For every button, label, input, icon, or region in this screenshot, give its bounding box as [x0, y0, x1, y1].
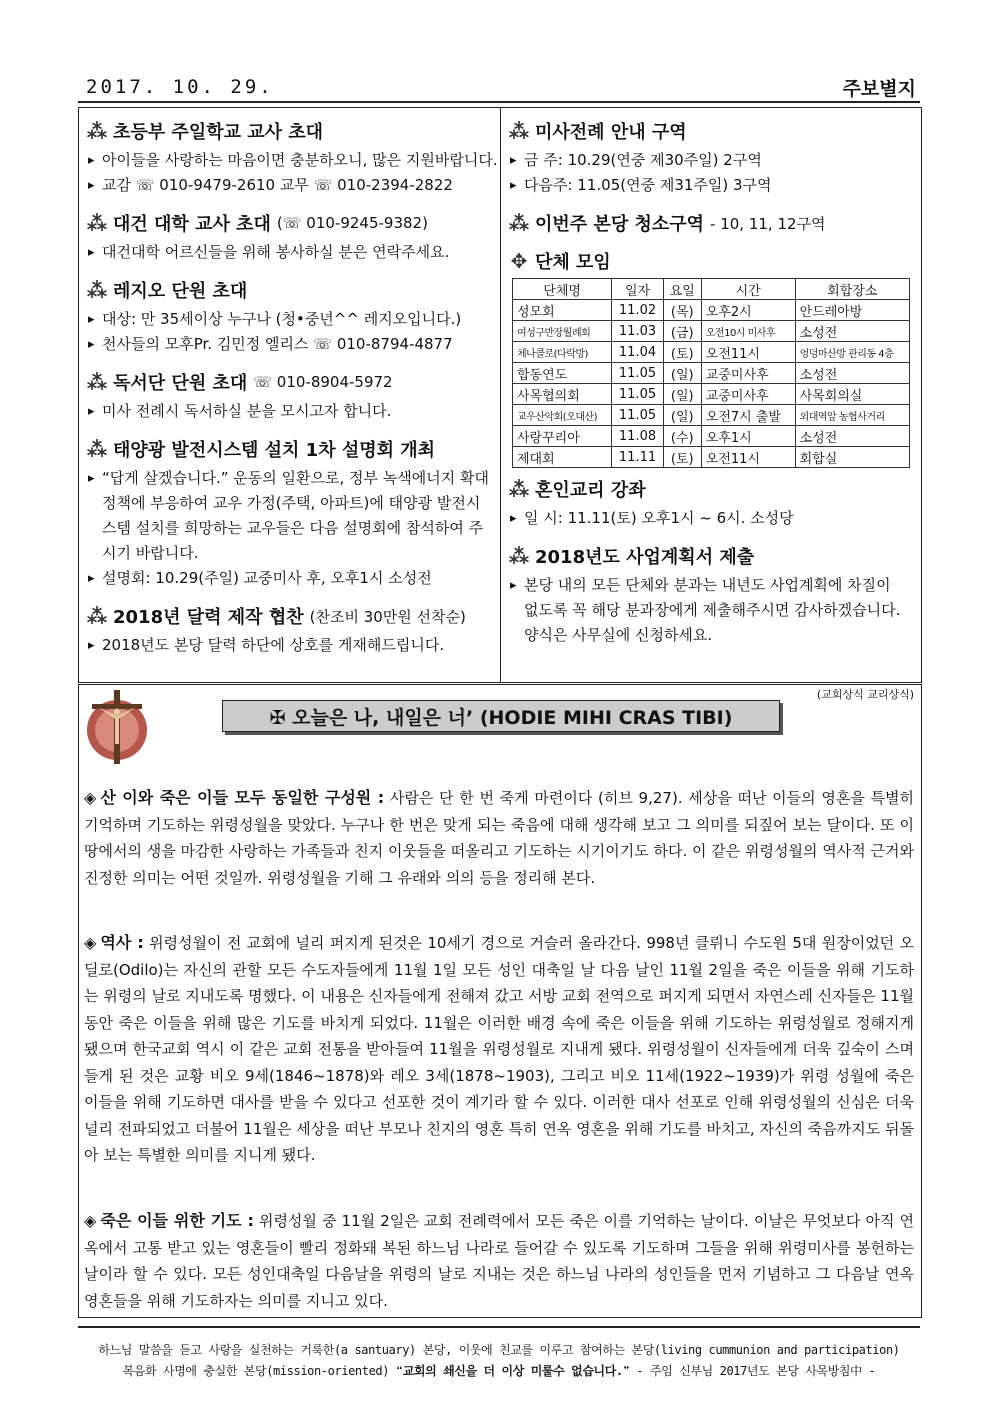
- table-cell: 성모회: [513, 300, 612, 321]
- notice-legio: [86, 277, 496, 357]
- table-cell: 11.08: [612, 426, 663, 447]
- table-cell: 합동연도: [513, 363, 612, 384]
- table-header-row: [513, 279, 910, 300]
- footer-text: - 주임 신부님 2017년도 본당 사목방침中 -: [629, 1364, 876, 1378]
- right-column: [508, 118, 916, 660]
- table-row: [513, 384, 910, 405]
- table-cell: 여성구반장월례회: [513, 321, 612, 342]
- asterism-icon: ⁂: [86, 437, 108, 461]
- notice-phone: ☏ 010-8904-5972: [253, 373, 393, 391]
- notice-title: 2018년도 사업계획서 제출: [535, 547, 755, 568]
- article-banner: ✠ 오늘은 나, 내일은 너’ (HODIE MIHI CRAS TIBI): [222, 700, 780, 732]
- footer-rule: [78, 1326, 920, 1328]
- paragraph-heading: 산 이와 죽은 이들 모두 동일한 구성원 :: [100, 788, 385, 807]
- table-cell: 11.05: [612, 363, 663, 384]
- paragraph-text: 위령성월이 전 교회에 널리 퍼지게 된것은 10세기 경으로 거슬러 올라간다. 998년 클뤼니 수도원 5대 원장이었던 오딜로(Odilo)는 자신의 관할 모든 수도자들에게 11월 1일 모든 성인 대축일 날 다음 날인 11월 2일을 죽은 이들을 위해 기도하는 위령의 날로 지내도록 명했다. 이 내용은 신자들에게 전해져 갔고 서방 교회 전역으로 퍼지게 되면서 자연스레 신자들은 11월 동안 죽은 이들을 위해 많은 기도를 바치게 되었다. 11월은 이러한 배경 속에 죽은 이들을 위해 기도하는 위령성월로 정해지게 됐으며 한국교회 역시 이 같은 교회 전통을 받아들여 11월을 위령성월로 지내게 됐다. 위령성월이 신자들에게 더욱 깊숙이 스며들게 된 것은 교황 비오 9세(1846~1878)와 레오 3세(1878~1903), 그리고 비오 11세(1922~1939)가 위령 성월에 죽은 이들을 위해 기도하면 대사를 받을 수 있다고 선포한 것이 계기라 할 수 있다. 이러한 대사 선포로 인해 위령성월의 신심은 더욱 널리 전파되었고 더불어 11월은 세상을 떠난 부모나 친지의 영혼 특히 연옥 영혼을 위해 기도를 바치고, 자신의 죽음까지도 뒤돌아 보는 특별한 의미를 지니게 됐다.: [84, 934, 914, 1164]
- table-cell: (일): [663, 363, 701, 384]
- asterism-icon: ⁂: [86, 370, 108, 394]
- table-cell: (일): [663, 405, 701, 426]
- table-cell: 제대회: [513, 447, 612, 468]
- notice-title: 혼인교리 강좌: [535, 480, 646, 501]
- table-cell: 안드레아방: [795, 300, 909, 321]
- notice-note: (찬조비 30만원 선착순): [309, 607, 466, 626]
- table-cell: 사랑꾸리아: [513, 426, 612, 447]
- notice-line: ▸ 금 주: 10.29(연중 제30주일) 2구역: [508, 148, 916, 173]
- table-cell: 오전10시 미사후: [701, 321, 795, 342]
- table-cell: 소성전: [795, 426, 909, 447]
- col-header: 시간: [701, 279, 795, 300]
- notice-title: 2018년 달력 제작 협찬: [113, 607, 304, 628]
- cross-flower-icon: ✥: [510, 249, 528, 273]
- table-cell: 오전11시: [701, 447, 795, 468]
- table-cell: (수): [663, 426, 701, 447]
- asterism-icon: ⁂: [86, 278, 108, 302]
- table-cell: 소성전: [795, 321, 909, 342]
- notice-college: [86, 210, 496, 265]
- article-paragraph: [84, 930, 914, 1169]
- asterism-icon: ⁂: [508, 544, 530, 568]
- notice-solar: [86, 436, 496, 591]
- notice-line: ▸ 대상: 만 35세이상 누구나 (청•중년^^ 레지오입니다.): [86, 307, 496, 332]
- notice-line: ▸ 교감 ☏ 010-9479-2610 교무 ☏ 010-2394-2822: [86, 173, 496, 198]
- notice-title: 단체 모임: [535, 252, 611, 273]
- footer-text: 복음화 사명에 충실한 본당(mission-oriented): [122, 1364, 396, 1378]
- header-rule: [78, 101, 920, 103]
- table-cell: 오전11시: [701, 342, 795, 363]
- asterism-icon: ⁂: [508, 477, 530, 501]
- asterism-icon: ⁂: [86, 604, 108, 628]
- notice-line: ▸ 본당 내의 모든 단체와 분과는 내년도 사업계획에 차질이 없도록 꼭 해당 분과장에게 제출해주시면 감사하겠습니다. 양식은 사무실에 신청하세요.: [508, 573, 904, 648]
- marriage-course: [508, 476, 916, 531]
- notice-title: 미사전례 안내 구역: [535, 122, 687, 143]
- table-cell: 체나콜로(다락방): [513, 342, 612, 363]
- table-row: [513, 342, 910, 363]
- table-cell: 교중미사후: [701, 384, 795, 405]
- column-divider: [500, 108, 501, 682]
- notice-title: 태양광 발전시스템 설치 1차 설명회 개최: [113, 440, 436, 461]
- paragraph-text: 사람은 단 한 번 죽게 마련이다 (히브 9,27). 세상을 떠난 이들의 영혼을 특별히 기억하며 기도하는 위령성월을 맞았다. 누구나 한 번은 맞게 되는 죽음에 대해 생각해 보고 그 의미를 되짚어 보는 달이다. 또 이 땅에서의 생을 마감한 사랑하는 가족들과 친지 이웃들을 떠올리고 기도하는 시기이기도 하다. 이 같은 위령성월의 역사적 근거와 진정한 의미는 어떤 것일까. 위령성월을 기해 그 유래와 의의 등을 정리해 본다.: [84, 789, 914, 887]
- bullet-diamond-icon: ◈: [84, 933, 97, 952]
- table-row: [513, 447, 910, 468]
- bulletin-date: 2017. 10. 29.: [86, 76, 274, 98]
- asterism-icon: ⁂: [86, 211, 108, 235]
- table-cell: (토): [663, 342, 701, 363]
- table-cell: 교우산악회(오대산): [513, 405, 612, 426]
- cleaning-zones: - 10, 11, 12구역: [710, 214, 826, 233]
- crucifix-icon: [84, 686, 150, 768]
- notice-teacher: [86, 118, 496, 198]
- plan-submission: [508, 543, 916, 648]
- table-cell: 11.05: [612, 405, 663, 426]
- notice-line: ▸ 2018년도 본당 달력 하단에 상호를 게재해드립니다.: [86, 633, 496, 658]
- table-cell: 회합실: [795, 447, 909, 468]
- notice-line: ▸ 일 시: 11.11(토) 오후1시 ~ 6시. 소성당: [508, 506, 916, 531]
- table-cell: 오전7시 출발: [701, 405, 795, 426]
- article-paragraph: [84, 785, 914, 891]
- paragraph-heading: 죽은 이들 위한 기도 :: [100, 1211, 254, 1230]
- table-cell: 교중미사후: [701, 363, 795, 384]
- group-meetings: [508, 248, 916, 468]
- table-row: [513, 321, 910, 342]
- notice-line: ▸ “답게 살겠습니다.” 운동의 일환으로, 정부 녹색에너지 확대정책에 부응하여 교우 가정(주택, 아파트)에 태양광 발전시스템 설치를 희망하는 교우들은 다음 설명회에 참석하여 주시기 바랍니다.: [86, 466, 492, 566]
- meetings-table: [512, 278, 910, 468]
- paragraph-heading: 역사 :: [100, 933, 144, 952]
- bullet-diamond-icon: ◈: [84, 1211, 97, 1230]
- table-cell: 11.11: [612, 447, 663, 468]
- table-cell: 외대역앞 농협사거리: [795, 405, 909, 426]
- bullet-diamond-icon: ◈: [84, 788, 97, 807]
- table-cell: 소성전: [795, 363, 909, 384]
- bulletin-label: 주보별지: [842, 78, 916, 100]
- notice-title: 초등부 주일학교 교사 초대: [113, 122, 324, 143]
- left-column: [86, 118, 496, 670]
- notice-line: ▸ 아이들을 사랑하는 마음이면 충분하오니, 많은 지원바랍니다.: [86, 148, 496, 173]
- notice-title: 레지오 단원 초대: [113, 281, 248, 302]
- notice-title: 대건 대학 교사 초대: [113, 214, 271, 235]
- table-cell: 오후1시: [701, 426, 795, 447]
- notice-line: ▸ 천사들의 모후Pr. 김민정 엘리스 ☏ 010-8794-4877: [86, 332, 496, 357]
- col-header: 회합장소: [795, 279, 909, 300]
- notice-phone: (☏ 010-9245-9382): [276, 214, 428, 232]
- table-cell: 사목협의회: [513, 384, 612, 405]
- notice-line: ▸ 다음주: 11.05(연중 제31주일) 3구역: [508, 173, 916, 198]
- footer-line: 하느님 말씀을 듣고 사랑을 실천하는 거룩한(a santuary) 본당, 이웃에 친교를 이루고 참여하는 본당(living cummunion and participation): [98, 1343, 900, 1357]
- notice-title: 독서단 단원 초대: [113, 373, 248, 394]
- asterism-icon: ⁂: [86, 119, 108, 143]
- mass-zone: [508, 118, 916, 198]
- table-cell: 11.02: [612, 300, 663, 321]
- notice-title: 이번주 본당 청소구역: [535, 214, 705, 235]
- table-row: [513, 405, 910, 426]
- table-cell: 11.05: [612, 384, 663, 405]
- article-paragraph: [84, 1208, 914, 1314]
- table-cell: (토): [663, 447, 701, 468]
- table-cell: (일): [663, 384, 701, 405]
- cleaning-zone: [508, 210, 916, 236]
- table-cell: 사목회의실: [795, 384, 909, 405]
- notice-calendar: [86, 603, 496, 658]
- col-header: 단체명: [513, 279, 612, 300]
- table-cell: (금): [663, 321, 701, 342]
- footer-line: [78, 1362, 920, 1379]
- table-cell: 11.04: [612, 342, 663, 363]
- footer-quote: ❝교회의 쇄신을 더 이상 미룰수 없습니다.❞: [395, 1364, 630, 1378]
- col-header: 일자: [612, 279, 663, 300]
- article-source: (교회상식 교리상식): [816, 688, 914, 701]
- table-cell: 11.03: [612, 321, 663, 342]
- table-row: [513, 363, 910, 384]
- notice-line: ▸ 미사 전례시 독서하실 분을 모시고자 합니다.: [86, 399, 496, 424]
- table-cell: 오후2시: [701, 300, 795, 321]
- table-cell: (목): [663, 300, 701, 321]
- paragraph-text: 위령성월 중 11월 2일은 교회 전례력에서 모든 죽은 이를 기억하는 날이다. 이날은 무엇보다 아직 연옥에서 고통 받고 있는 영혼들이 빨리 정화돼 복된 하느님 나라로 들어갈 수 있도록 기도하며 그들을 위해 위령미사를 봉헌하는 날이라 할 수 있다. 모든 성인대축일 다음날을 위령의 날로 지내는 것은 하느님 나라의 성인들을 먼저 기념하고 그 다음날 연옥 영혼들을 위해 기도하자는 의미를 지니고 있다.: [84, 1212, 915, 1310]
- page-header: [78, 74, 920, 100]
- table-row: [513, 300, 910, 321]
- col-header: 요일: [663, 279, 701, 300]
- table-cell: 엉덩마산방 관리동 4층: [795, 342, 909, 363]
- table-row: [513, 426, 910, 447]
- notice-line: ▸ 대건대학 어르신들을 위해 봉사하실 분은 연락주세요.: [86, 240, 496, 265]
- asterism-icon: ⁂: [508, 211, 530, 235]
- notice-readers: [86, 369, 496, 424]
- notice-line: ▸ 설명회: 10.29(주일) 교중미사 후, 오후1시 소성전: [86, 566, 496, 591]
- asterism-icon: ⁂: [508, 119, 530, 143]
